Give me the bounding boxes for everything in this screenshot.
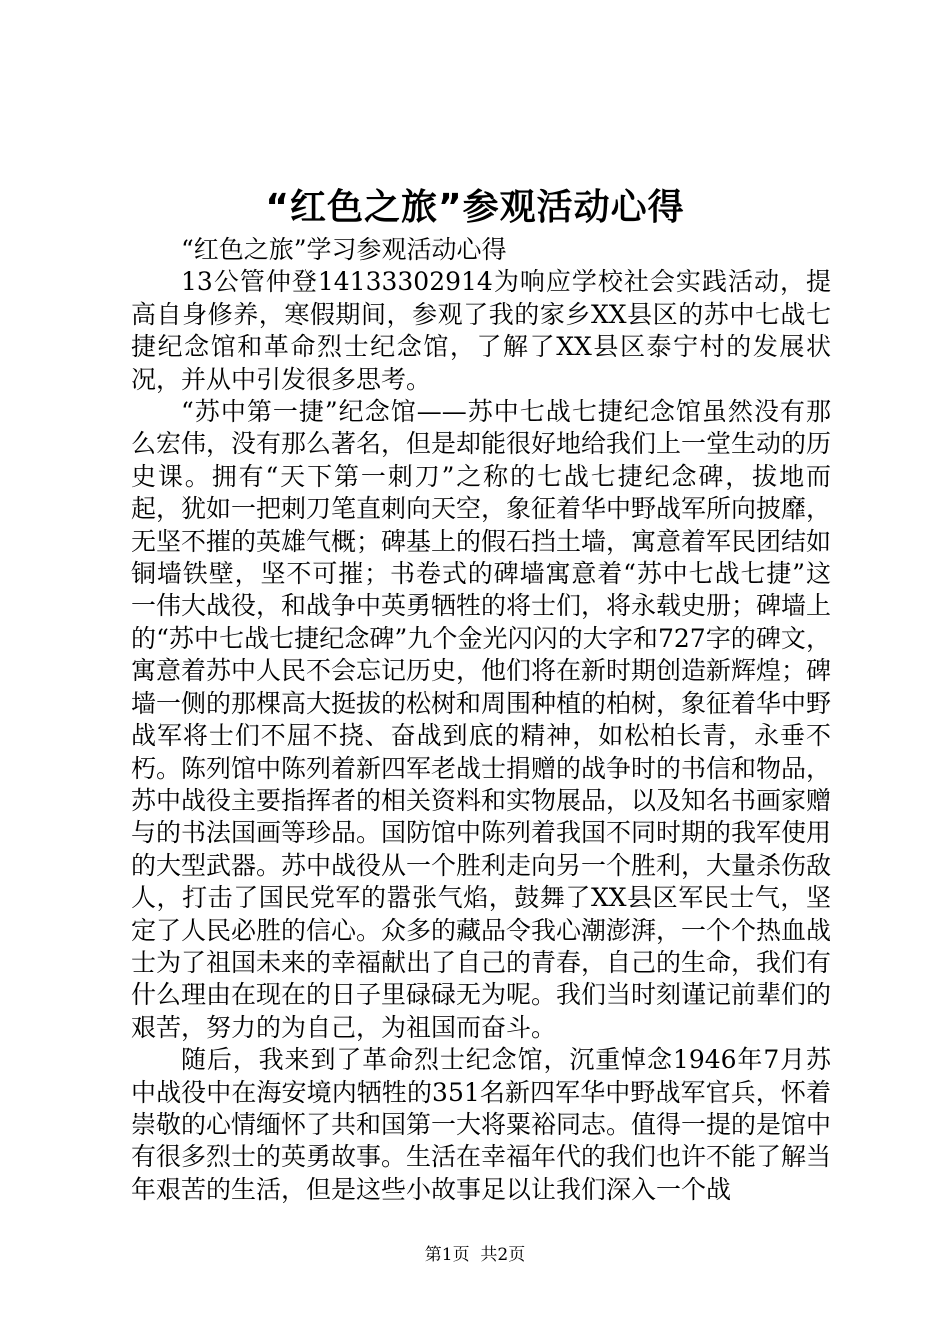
paragraph-martyrs-hall: 随后，我来到了革命烈士纪念馆，沉重悼念1946年7月苏中战役中在海安境内牺牲的351名新四军华中野战军官兵，怀着崇敬的心情缅怀了共和国第一大将粟裕同志。值得一提的是馆中有很多烈士的英勇故事。生活在幸福年代的我们也许不能了解当年艰苦的生活，但是这些小故事足以让我们深入一个战 — [131, 1045, 832, 1204]
document-body — [131, 234, 831, 1206]
document-title: “红色之旅”参观活动心得 — [265, 187, 685, 228]
paragraph-memorial-hall: “苏中第一捷”纪念馆——苏中七战七捷纪念馆虽然没有那么宏伟，没有那么著名，但是却能很好地给我们上一堂生动的历史课。拥有“天下第一刺刀”之称的七战七捷纪念碑，拔地而起，犹如一把刺刀笔直刺向天空，象征着华中野战军所向披靡，无坚不摧的英雄气概；碑基上的假石挡土墙，寓意着军民团结如铜墙铁壁，坚不可摧；书卷式的碑墙寓意着“苏中七战七捷”这一伟大战役，和战争中英勇牺牲的将士们，将永载史册；碑墙上的“苏中七战七捷纪念碑”九个金光闪闪的大字和727字的碑文，寓意着苏中人民不会忘记历史，他们将在新时期创造新辉煌；碑墙一侧的那棵高大挺拔的松树和周围种植的柏树，象征着华中野战军将士们不屈不挠、奋战到底的精神，如松柏长青，永垂不朽。陈列馆中陈列着新四军老战士捐赠的战争时的书信和物品，苏中战役主要指挥者的相关资料和实物展品，以及知名书画家赠与的书法国画等珍品。国防馆中陈列着我国不同时期的我军使用的大型武器。苏中战役从一个胜利走向另一个胜利，大量杀伤敌人，打击了国民党军的嚣张气焰，鼓舞了XX县区军民士气，坚定了人民必胜的信心。众多的藏品令我心潮澎湃，一个个热血战士为了祖国未来的幸福献出了自己的青春，自己的生命，我们有什么理由在现在的日子里碌碌无为呢。我们当时刻谨记前辈们的艰苦，努力的为自己，为祖国而奋斗。 — [131, 397, 832, 1042]
page-footer: 第1页 共2页 — [424, 1245, 526, 1265]
document-subtitle: “红色之旅”学习参观活动心得 — [181, 235, 507, 264]
paragraph-intro: 13公管仲登14133302914为响应学校社会实践活动，提高自身修养，寒假期间，参观了我的家乡XX县区的苏中七战七捷纪念馆和革命烈士纪念馆，了解了XX县区泰宁村的发展状况，并从中引发很多思考。 — [131, 267, 831, 394]
